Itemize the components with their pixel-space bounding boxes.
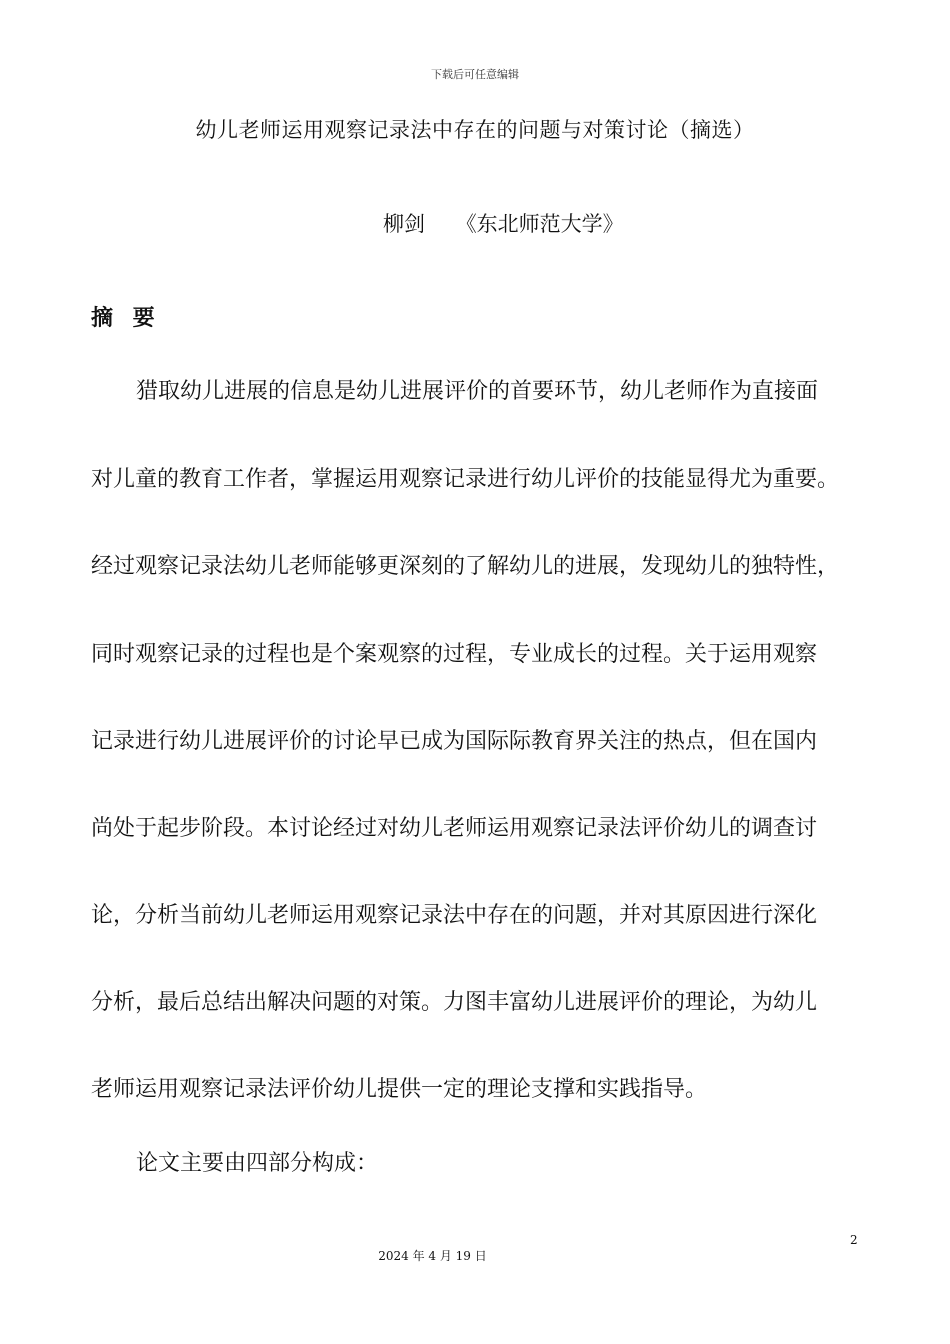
abstract-line: 猎取幼儿进展的信息是幼儿进展评价的首要环节，幼儿老师作为直接面 [136,379,819,404]
abstract-line: 论，分析当前幼儿老师运用观察记录法中存在的问题，并对其原因进行深化 [91,903,818,928]
byline [383,210,624,238]
abstract-line: 论文主要由四部分构成： [136,1151,379,1176]
institution-name: 《东北师范大学》 [455,212,624,236]
page-number: 2 [850,1233,858,1247]
abstract-line: 同时观察记录的过程也是个案观察的过程，专业成长的过程。关于运用观察 [91,642,818,667]
author-name: 柳剑 [383,212,425,236]
abstract-line: 尚处于起步阶段。本讨论经过对幼儿老师运用观察记录法评价幼儿的调查讨 [91,816,818,841]
abstract-line: 经过观察记录法幼儿老师能够更深刻的了解幼儿的进展，发现幼儿的独特性， [91,554,840,579]
abstract-line: 老师运用观察记录法评价幼儿提供一定的理论支撑和实践指导。 [91,1077,708,1102]
abstract-line: 记录进行幼儿进展评价的讨论早已成为国际际教育界关注的热点，但在国内 [91,729,818,754]
abstract-line: 分析，最后总结出解决问题的对策。力图丰富幼儿进展评价的理论，为幼儿 [91,990,818,1015]
abstract-heading: 摘 要 [91,306,161,331]
abstract-line: 对儿童的教育工作者，掌握运用观察记录进行幼儿评价的技能显得尤为重要。 [91,467,840,492]
document-title: 幼儿老师运用观察记录法中存在的问题与对策讨论（摘选） [195,118,755,142]
footer-date: 2024 年 4 月 19 日 [378,1249,487,1263]
header-note: 下载后可任意编辑 [431,68,519,81]
